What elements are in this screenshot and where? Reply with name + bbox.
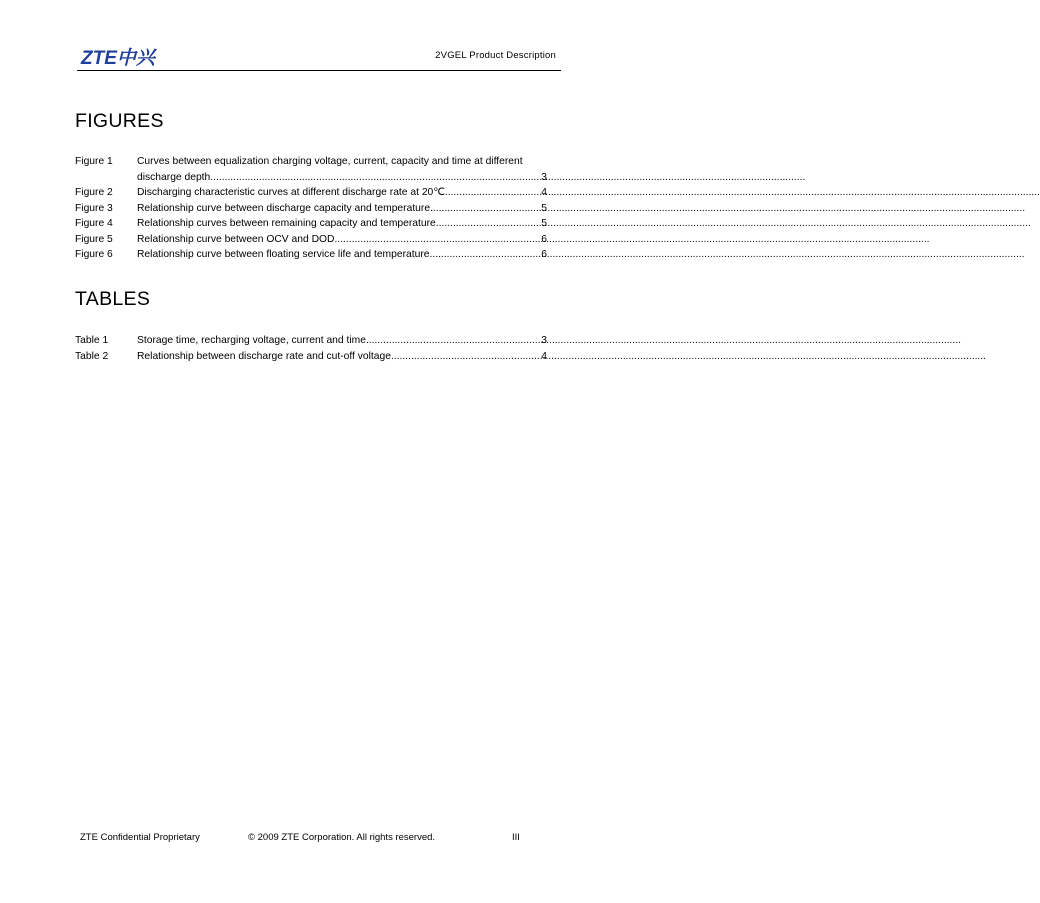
footer-copyright: © 2009 ZTE Corporation. All rights reserved. xyxy=(248,832,436,843)
figure-title: Discharging characteristic curves at different discharge rate at 20℃ xyxy=(137,187,445,198)
figure-title: Relationship curve between discharge capacity and temperature xyxy=(137,202,431,214)
table-label: Table 1 xyxy=(75,335,109,346)
figures-list xyxy=(75,154,547,263)
figure-label: Figure 3 xyxy=(75,202,113,214)
logo-text: ZTE中兴 xyxy=(81,48,155,69)
dot-leader xyxy=(430,201,539,217)
table-label: Table 2 xyxy=(75,350,109,362)
document-title: 2VGEL Product Description xyxy=(435,50,556,61)
dot-leader xyxy=(366,333,539,349)
tables-heading: TABLES xyxy=(75,288,151,310)
table-page: 3 xyxy=(541,335,547,346)
footer-confidential: ZTE Confidential Proprietary xyxy=(80,832,200,843)
figure-page: 6 xyxy=(541,249,547,260)
figure-title: Relationship curve between OCV and DOD xyxy=(137,233,335,245)
figure-page: 4 xyxy=(541,187,547,198)
figure-entry[interactable] xyxy=(75,154,547,185)
table-entry[interactable] xyxy=(75,349,547,365)
figure-page: 6 xyxy=(541,233,547,245)
figures-heading: FIGURES xyxy=(75,110,164,132)
figure-title: Relationship curves between remaining capacity and temperature xyxy=(137,218,436,229)
figure-label: Figure 4 xyxy=(75,218,113,229)
figure-entry[interactable] xyxy=(75,216,547,232)
zte-logo xyxy=(81,46,155,69)
figure-entry[interactable] xyxy=(75,247,547,263)
dot-leader xyxy=(334,232,539,248)
figure-entry[interactable] xyxy=(75,232,547,248)
figure-entry[interactable] xyxy=(75,185,547,201)
tables-list xyxy=(75,333,547,364)
dot-leader xyxy=(391,349,539,365)
figure-label: Figure 1 xyxy=(75,156,113,167)
figure-title: discharge depth xyxy=(137,171,211,183)
table-title: Relationship between discharge rate and cut-off voltage xyxy=(137,350,391,362)
figure-label: Figure 2 xyxy=(75,187,113,198)
header-divider xyxy=(77,70,561,71)
table-page: 4 xyxy=(541,350,547,362)
figure-title-line1: Curves between equalization charging voltage, current, capacity and time at different xyxy=(137,156,523,167)
figure-label: Figure 6 xyxy=(75,249,113,260)
dot-leader xyxy=(429,247,539,263)
figure-page: 3 xyxy=(541,171,547,183)
figure-page: 5 xyxy=(541,202,547,214)
dot-leader xyxy=(210,170,539,186)
figure-page: 5 xyxy=(541,218,547,229)
figure-title: Relationship curve between floating service life and temperature xyxy=(137,249,430,260)
table-entry[interactable] xyxy=(75,333,547,349)
figure-entry[interactable] xyxy=(75,201,547,217)
figure-label: Figure 5 xyxy=(75,233,113,245)
dot-leader xyxy=(436,216,539,232)
dot-leader xyxy=(445,185,539,201)
footer-page-number: III xyxy=(512,832,520,843)
table-title: Storage time, recharging voltage, current and time xyxy=(137,335,366,346)
